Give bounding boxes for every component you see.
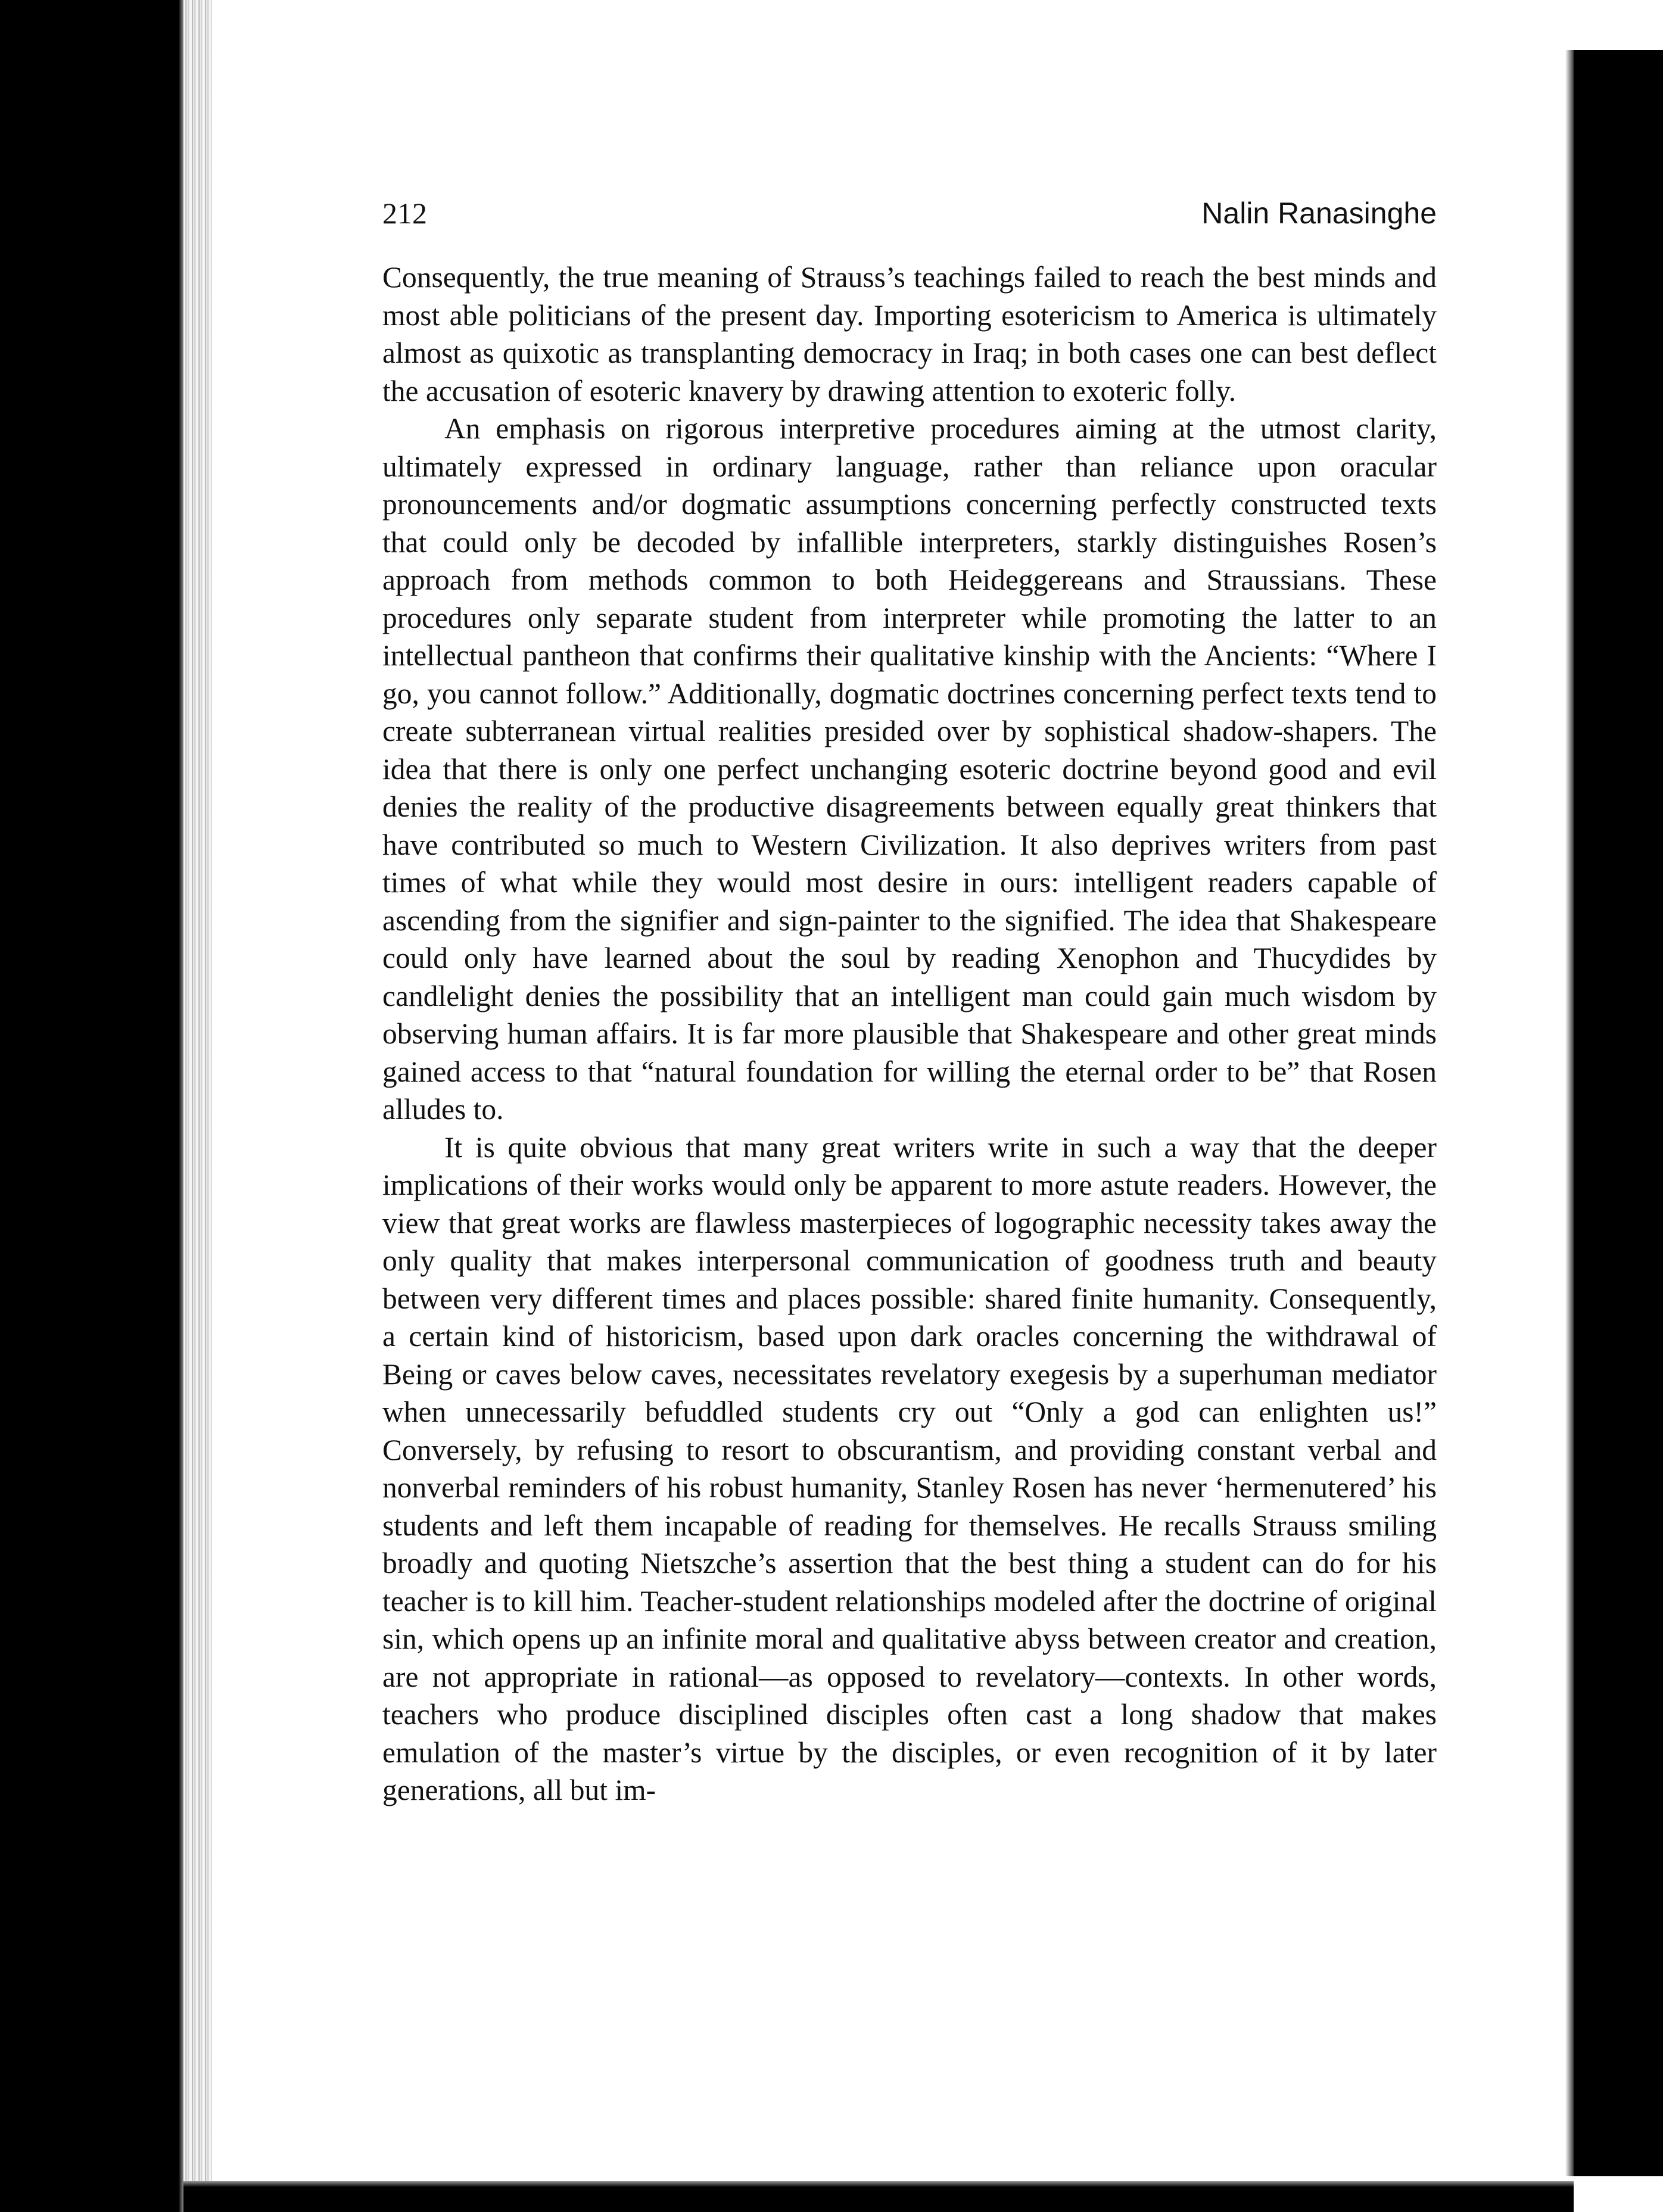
paragraph: Consequently, the true meaning of Strauss’s teachings failed to reach the best minds and most able politicians of the present day. Importing esotericism to America is ultimately almost as quixotic as transplanting democracy in Iraq; in both cases one can best deflect the accusation of esoteric knavery by drawing attention to exoteric folly.: [382, 261, 1437, 407]
page-number: 212: [382, 197, 427, 230]
paragraph: It is quite obvious that many great writers write in such a way that the deeper implications of their works would only be apparent to more astute readers. However, the view that great works are flawless masterpieces of logographic necessity takes away the only quality that makes interpersonal communication of goodness truth and beauty between very different times and places possible: shared finite humanity. Consequently, a certain kind of historicism, based upon dark oracles concerning the withdrawal of Being or caves below caves, necessitates revelatory exegesis by a superhuman mediator when unnecessarily befuddled students cry out “Only a god can enlighten us!” Conversely, by refusing to resort to obscurantism, and providing constant verbal and nonverbal reminders of his robust humanity, Stanley Rosen has never ‘hermenutered’ his students and left them incapable of reading for themselves. He recalls Strauss smiling broadly and quoting Nietszche’s assertion that the best thing a student can do for his teacher is to kill him. Teacher-student relationships modeled after the doctrine of original sin, which opens up an infinite moral and qualitative abyss between creator and creation, are not appropriate in rational—as opposed to revelatory—contexts. In other words, teachers who produce disciplined disciples often cast a long shadow that makes emulation of the master’s virtue by the disciples, or even recognition of it by later generations, all but im-: [382, 1130, 1437, 1806]
book-page: [382, 189, 1437, 1809]
page-gutter: [183, 0, 212, 2212]
book-spine-shadow: [0, 0, 183, 2212]
running-head: [382, 189, 1437, 237]
right-scan-edge: [1574, 50, 1663, 2176]
page-edge-highlight: [1565, 50, 1574, 2176]
bottom-scan-edge: [183, 2181, 1574, 2212]
body-text: [382, 258, 1437, 1809]
paragraph: An emphasis on rigorous interpretive procedures aiming at the utmost clarity, ultimately expressed in ordinary language, rather than reliance upon oracular pronouncements and/or dogmatic assumptions concerning perfectly constructed texts that could only be decoded by infallible interpreters, starkly distinguishes Rosen’s approach from methods common to both Heideggereans and Straussians. These procedures only separate student from interpreter while promoting the latter to an intellectual pantheon that confirms their qualitative kinship with the Ancients: “Where I go, you cannot follow.” Additionally, dogmatic doctrines concerning perfect texts tend to create subterranean virtual realities presided over by sophistical shadow-shapers. The idea that there is only one perfect unchanging esoteric doctrine beyond good and evil denies the reality of the productive disagreements between equally great thinkers that have contributed so much to Western Civilization. It also deprives writers from past times of what while they would most desire in ours: intelligent readers capable of ascending from the signifier and sign-painter to the signified. The idea that Shakespeare could only have learned about the soul by reading Xenophon and Thucydides by candlelight denies the possibility that an intelligent man could gain much wisdom by observing human affairs. It is far more plausible that Shakespeare and other great minds gained access to that “natural foundation for willing the eternal order to be” that Rosen alludes to.: [382, 412, 1437, 1126]
running-head-author: Nalin Ranasinghe: [1201, 197, 1437, 230]
